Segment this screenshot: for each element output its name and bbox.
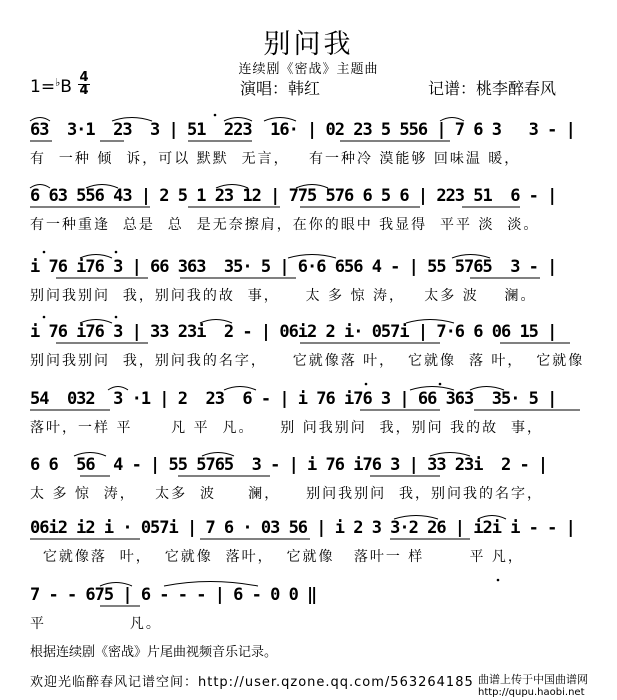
source-note: 根据连续剧《密战》片尾曲视频音乐记录。 [30, 645, 278, 660]
slur-mark [108, 387, 128, 391]
slur-mark [470, 387, 504, 391]
watermark-line-2: http://qupu.haobi.net [478, 687, 585, 698]
slur-mark [74, 453, 106, 457]
slur-mark [406, 320, 454, 324]
slur-mark [410, 387, 454, 391]
lyric-line: 它就像落 叶， 它就像 落叶， 它就像 落叶一 样 平 凡， [30, 549, 524, 565]
lyric-line: 别问我别问 我，别问我的名字， 它就像落 叶， 它就像 落 叶， 它就像 [30, 353, 585, 369]
slur-mark [224, 387, 256, 391]
slur-mark [288, 255, 336, 259]
notation-line: 6 63 556 43 | 2 5 1 23 12 | 775 576 6 5 6 | 223 51 6 - | [30, 186, 557, 206]
lyric-line: 有 一种 倾 诉，可以 默默 无言， 有一种冷 漠能够 回味温 暖， [30, 151, 521, 167]
octave-dot [214, 114, 217, 117]
song-title: 别问我 [263, 29, 354, 60]
slur-mark [30, 118, 50, 122]
slur-mark [200, 320, 232, 324]
time-bottom: 4 [79, 83, 89, 98]
lyric-line: 落叶，一样 平 凡 平 凡。 别 问我别问 我，别问 我的故 事， [30, 420, 544, 436]
slur-mark [112, 118, 152, 122]
slur-mark [164, 582, 258, 587]
watermark-line-1: 曲谱上传于中国曲谱网 [478, 673, 588, 686]
notation-line: 06i2 i2 i · 057i | 7 6 · 03 56 | i 2 3 3·2 26 | i2i i - - | [30, 518, 575, 538]
flat-sign: ♭ [55, 76, 61, 89]
footer-link-text: 欢迎光临醉春风记谱空间：http://user.qzone.qq.com/563264185 [30, 675, 474, 690]
octave-dot [115, 316, 118, 319]
lyric-line: 别问我别问 我，别问我的故 事， 太 多 惊 涛， 太多 波 澜。 [30, 288, 537, 304]
slur-mark [216, 185, 248, 189]
slur-mark [394, 516, 438, 520]
lyric-line: 平 凡。 [30, 616, 162, 632]
slur-mark [100, 583, 132, 587]
octave-dot [439, 383, 442, 386]
octave-dot [43, 251, 46, 254]
slur-mark [452, 255, 490, 259]
slur-mark [430, 453, 470, 457]
octave-dot [115, 251, 118, 254]
lyric-line: 太 多 惊 涛， 太多 波 澜， 别问我别问 我，别问我的名字， [30, 486, 544, 502]
slur-mark [86, 185, 118, 189]
notation-line: 7 - - 675 | 6 - - - | 6 - 0 0 ‖ [30, 585, 317, 605]
slur-mark [224, 118, 252, 122]
song-subtitle: 连续剧《密战》主题曲 [238, 62, 379, 77]
slur-mark [296, 185, 328, 189]
slur-mark [478, 516, 506, 520]
notation-line: i 76 i76 3 | 66 363 35· 5 | 6·6 656 4 - | 55 5765 3 - | [30, 257, 557, 277]
slur-mark [264, 118, 296, 122]
slur-mark [30, 185, 50, 189]
slur-mark [202, 453, 234, 457]
notation-line: 54 032 3 ·1 | 2 23 6 - | i 76 i76 3 | 66 363 35· 5 | [30, 389, 557, 409]
lyric-line: 有一种重逢 总是 总 是无奈擦肩，在你的眼中 我显得 平平 淡 淡。 [30, 217, 540, 233]
octave-dot [43, 316, 46, 319]
octave-dot [365, 383, 368, 386]
time-top: 4 [79, 70, 89, 85]
notator-credit: 记谱：桃李醉春风 [428, 79, 557, 98]
notation-line: i 76 i76 3 | 33 23i 2 - | 06i2 2 i· 057i | 7·6 6 06 15 | [30, 322, 557, 342]
slur-mark [440, 118, 464, 122]
slur-mark [80, 255, 112, 259]
key-note: B [60, 77, 72, 97]
key-prefix: 1= [30, 77, 56, 97]
notation-line: 63 3·1 23 3 | 51 223 16· | 02 23 5 556 | 7 6 3 3 - | [30, 120, 575, 140]
slur-mark [80, 320, 112, 324]
site-watermark [478, 673, 588, 699]
notation-line: 6 6 56 4 - | 55 5765 3 - | i 76 i76 3 | 33 23i 2 - | [30, 455, 548, 475]
octave-dot [497, 579, 500, 582]
singer-credit: 演唱：韩红 [240, 79, 321, 98]
